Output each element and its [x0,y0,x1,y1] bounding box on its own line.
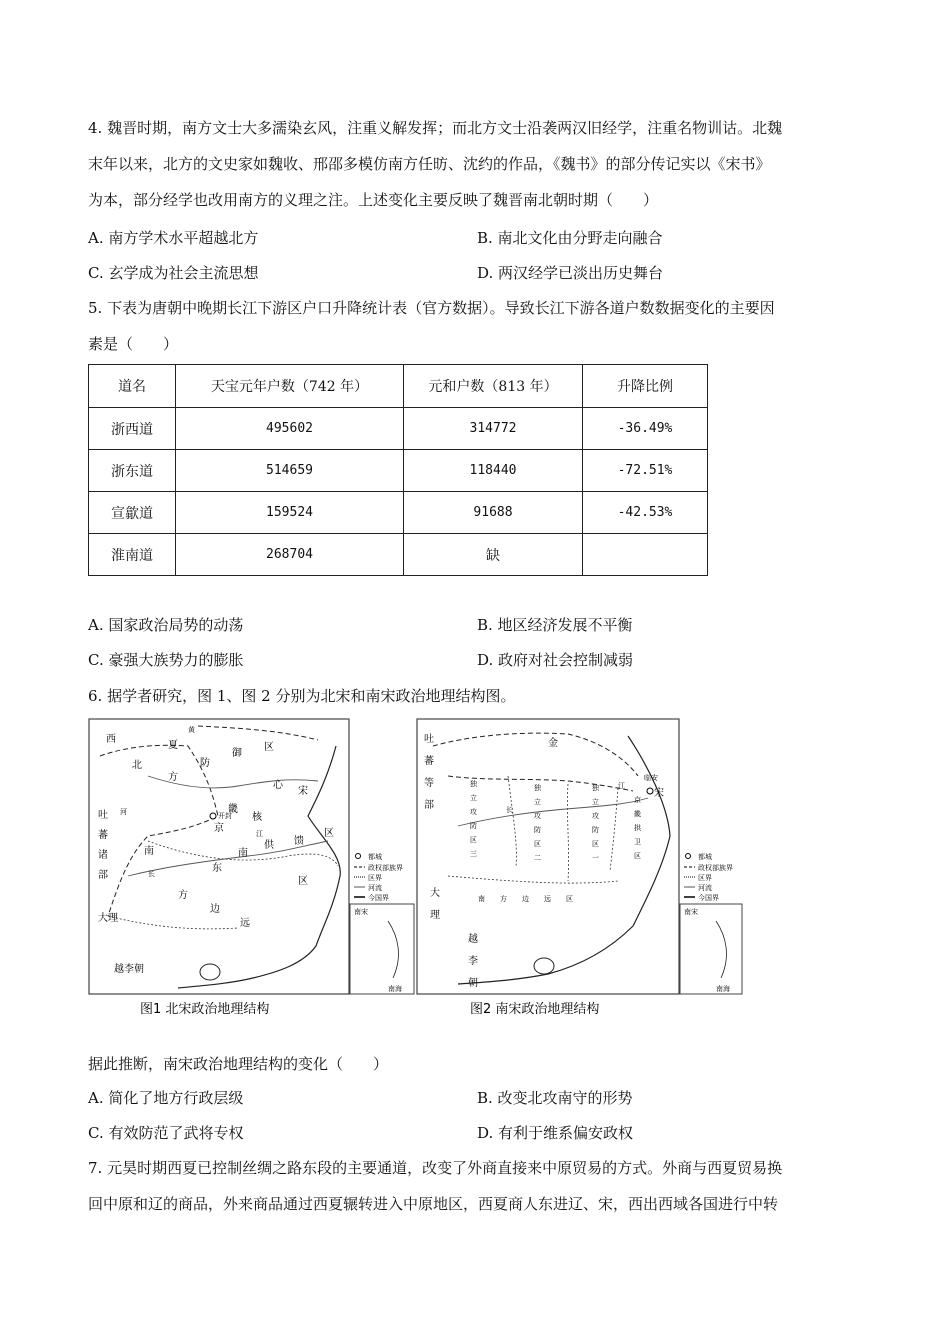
legend-national-border: 今国界 [698,894,719,902]
table-header-row [89,365,708,408]
map-label: 三 [470,850,477,858]
fig1-caption: 图1 北宋政治地理结构 [140,1002,270,1017]
map-label: 大 [430,888,440,899]
q5-option-a[interactable]: A. 国家政治局势的动荡 [88,616,244,634]
legend-capital: 都城 [698,853,712,861]
map-label: 区 [534,840,541,848]
table-row [89,408,708,450]
capital-icon [647,788,653,794]
map-label: 馈 [294,836,304,847]
map-label: 南 [144,846,154,857]
table-row [89,492,708,534]
fig1-inset-sea: 南海 [388,985,402,993]
fig2-caption: 图2 南宋政治地理结构 [470,1002,600,1017]
map-label: 防 [592,826,599,834]
q5-option-b[interactable]: B. 地区经济发展不平衡 [477,616,633,634]
q6-option-b[interactable]: B. 改变北攻南守的形势 [477,1089,633,1107]
fig1-inset [350,904,414,994]
q6-intro: 6. 据学者研究，图 1、图 2 分别为北宋和南宋政治地理结构图。 [88,687,516,705]
map-label: 诸 [98,850,108,861]
map-label: 京 [634,796,641,804]
map-label: 区 [634,852,641,860]
map-label: 心 [273,780,283,791]
fig1-legend [354,852,403,902]
table-cell: 91688 [404,492,583,534]
map-label: 吐 [98,810,108,821]
map-label: 立 [592,798,599,806]
q6-option-a[interactable]: A. 简化了地方行政层级 [88,1089,244,1107]
map-label: 区 [264,742,274,753]
table-cell: 118440 [404,450,583,492]
map-label: 宋 [654,788,664,799]
map-label: 远 [544,895,551,903]
q5-stem [88,290,878,362]
q5-option-d[interactable]: D. 政府对社会控制减弱 [477,651,634,669]
map-label: 二 [534,854,541,862]
map-label: 防 [470,822,477,830]
legend-river: 河流 [698,884,712,892]
map-label: 越 [468,934,478,945]
map-label: 东 [212,863,222,874]
q7-stem [88,1150,878,1222]
q4-option-d[interactable]: D. 两汉经学已淡出历史舞台 [477,264,664,282]
map-label: 御 [232,748,242,759]
map-label: 方 [178,890,188,901]
capital-icon [210,813,216,819]
map-label: 越李朝 [114,964,144,975]
fig2-inset-label: 南宋 [684,908,698,916]
table-cell: -42.53% [583,492,708,534]
map-label: 畿 [228,804,238,815]
q5-option-c[interactable]: C. 豪强大族势力的膨胀 [88,651,244,669]
q4-option-b[interactable]: B. 南北文化由分野走向融合 [477,229,663,247]
household-table [88,364,708,576]
map-label: 区 [324,828,334,839]
map-label: 金 [548,738,558,749]
map-label: 吐 [424,734,434,745]
table-cell: 314772 [404,408,583,450]
map-label: 蕃 [424,756,434,767]
map-label: 部 [98,870,108,881]
map-label: 南 [478,895,485,903]
map-label: 江 [618,782,625,790]
map-label: 李 [468,956,478,967]
map-label: 一 [592,854,599,862]
map-label: 区 [298,876,308,887]
q5-line1: 5. 下表为唐朝中晚期长江下游区户口升降统计表（官方数据）。导致长江下游各道户数数据变化的主要因 [88,299,775,317]
legend-capital: 都城 [368,853,382,861]
map-label: 供 [264,840,274,851]
legend-zone-border: 区界 [698,874,712,882]
map-label: 畿 [634,810,641,818]
map-label: 江 [256,830,263,838]
map-label: 等 [424,778,434,789]
map-label: 西 [106,734,116,745]
table-header: 升降比例 [583,365,708,408]
map-label: 远 [240,918,250,929]
q4-option-a[interactable]: A. 南方学术水平超越北方 [88,229,259,247]
legend-river: 河流 [368,884,382,892]
map-label: 攻 [470,808,477,816]
map-label: 立 [470,794,477,802]
map-label: 方 [500,895,507,903]
fig1-hainan [200,964,220,980]
map-label: 部 [424,800,434,811]
map-label: 防 [534,826,541,834]
map-label: 黄 [188,726,195,734]
legend-regime-border: 政权部族界 [698,864,733,872]
table-cell: 268704 [176,534,404,576]
map-label: 攻 [592,812,599,820]
fig2-inset [680,904,742,994]
map-label: 卫 [634,838,641,846]
map-label: 大理 [98,913,118,924]
table-cell: 514659 [176,450,404,492]
map-label: 核 [252,812,262,823]
map-label: 长 [506,806,513,814]
map-label: 南 [238,848,248,859]
q4-stem [88,110,878,218]
map-label: 独 [592,784,599,792]
table-header: 天宝元年户数（742 年） [176,365,404,408]
map-label: 理 [430,910,440,921]
map-label: 长 [148,870,155,878]
map-label: 临安 [644,774,658,782]
q6-option-d[interactable]: D. 有利于维系偏安政权 [477,1124,634,1142]
map-label: 边 [522,895,529,903]
fig2-inset-sea: 南海 [716,985,730,993]
q4-option-c[interactable]: C. 玄学成为社会主流思想 [88,264,259,282]
table-cell: 495602 [176,408,404,450]
table-cell: -72.51% [583,450,708,492]
map-label: 区 [566,895,573,903]
table-cell: 缺 [404,534,583,576]
table-cell: 159524 [176,492,404,534]
q4-line3: 为本，部分经学也改用南方的义理之注。上述变化主要反映了魏晋南北朝时期（ ） [88,191,659,209]
legend-regime-border: 政权部族界 [368,864,403,872]
q5-line2: 素是（ ） [88,335,179,353]
map-label: 宋 [298,786,308,797]
map-label: 夏 [168,740,178,751]
table-cell: -36.49% [583,408,708,450]
map-label: 区 [592,840,599,848]
map-label: 边 [210,904,220,915]
table-cell: 宣歙道 [89,492,176,534]
q6-question: 据此推断，南宋政治地理结构的变化（ ） [88,1055,389,1073]
table-cell: 浙东道 [89,450,176,492]
map-label: 独 [534,784,541,792]
q4-line2: 末年以来，北方的文史家如魏收、邢邵多模仿南方任昉、沈约的作品，《魏书》的部分传记实以《宋书》 [88,155,771,173]
map-label: 开封 [218,812,232,820]
table-header: 元和户数（813 年） [404,365,583,408]
map-label: 方 [168,772,178,783]
map-label: 独 [470,780,477,788]
map-label: 京 [214,823,224,834]
map-label: 河 [120,808,127,816]
fig2-legend [684,852,733,902]
song-maps-figure [88,716,744,1022]
map-label: 攻 [534,812,541,820]
table-header: 道名 [89,365,176,408]
table-row [89,450,708,492]
fig2-hainan [534,958,554,974]
q7-line1: 7. 元昊时期西夏已控制丝绸之路东段的主要通道，改变了外商直接来中原贸易的方式。外商与西夏贸易换 [88,1159,783,1177]
map-label: 朝 [468,978,478,989]
table-cell: 淮南道 [89,534,176,576]
q7-line2: 回中原和辽的商品，外来商品通过西夏辗转进入中原地区，西夏商人东进辽、宋，西出西域各国进行中转 [88,1195,779,1213]
q6-option-c[interactable]: C. 有效防范了武将专权 [88,1124,244,1142]
map-label: 防 [200,758,210,769]
map-label: 立 [534,798,541,806]
fig1-inset-label: 南宋 [354,908,368,916]
table-cell: 浙西道 [89,408,176,450]
table-row [89,534,708,576]
map-label: 区 [470,836,477,844]
map-label: 蕃 [98,830,108,841]
q4-line1: 4. 魏晋时期，南方文士大多濡染玄风，注重义解发挥；而北方文士沿袭两汉旧经学，注重名物训诂。北魏 [88,119,783,137]
legend-national-border: 今国界 [368,894,389,902]
legend-zone-border: 区界 [368,874,382,882]
table-cell [583,534,708,576]
map-label: 拱 [634,824,641,832]
map-label: 北 [132,760,142,771]
